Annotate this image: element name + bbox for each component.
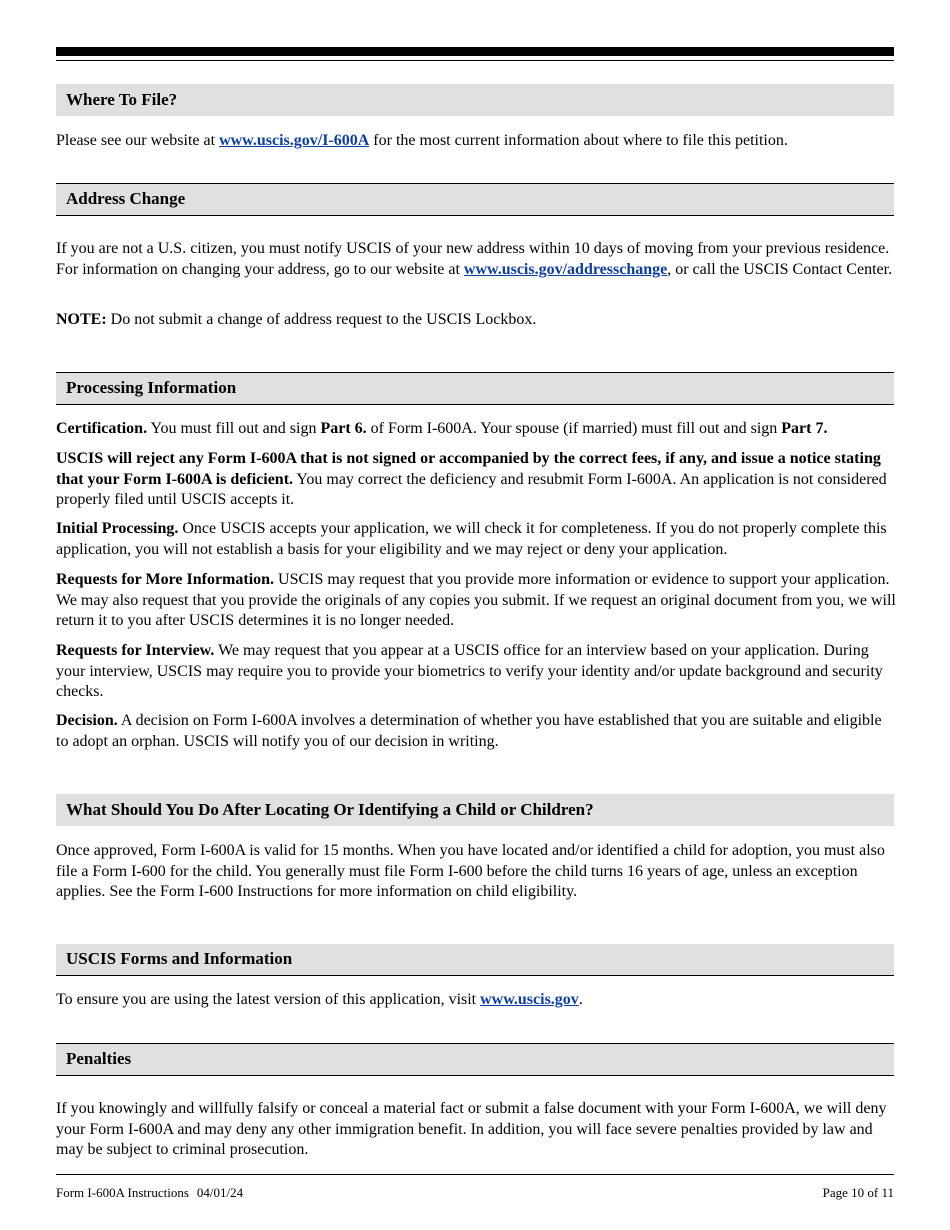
- certification-label: Certification.: [56, 420, 148, 437]
- text: Do not submit a change of address request to the USCIS Lockbox.: [106, 311, 537, 328]
- uscis-gov-link[interactable]: www.uscis.gov: [480, 991, 579, 1008]
- decision-label: Decision.: [56, 712, 118, 729]
- section-title: Address Change: [66, 189, 186, 209]
- top-thick-rule: [56, 47, 894, 56]
- section-title: Processing Information: [66, 378, 237, 398]
- footer-form-name: Form I-600A Instructions: [56, 1185, 189, 1200]
- footer-rule: [56, 1174, 894, 1175]
- text: USCIS may request that you provide more information or evidence to support your application. We may also request that you provide the originals of any copies you submit. If we request an original document from you, we will return it to you after USCIS determines it is no longer needed.: [56, 571, 896, 629]
- footer-page-number: Page 10 of 11: [822, 1185, 894, 1200]
- text: of Form I-600A. Your spouse (if married) must fill out and sign: [366, 420, 782, 437]
- section-header-where-to-file: [56, 84, 894, 116]
- where-to-file-paragraph: [56, 131, 896, 152]
- requests-interview-label: Requests for Interview.: [56, 642, 215, 659]
- section-title: Penalties: [66, 1049, 132, 1069]
- penalties-paragraph: If you knowingly and willfully falsify or conceal a material fact or submit a false document with your Form I-600A, we will deny your Form I-600A and may deny any other immigration benefit. In addition, you will face severe penalties provided by law and may be subject to criminal prosecution.: [56, 1100, 887, 1158]
- section-header-penalties: [56, 1043, 894, 1076]
- text: You must fill out and sign: [147, 420, 321, 437]
- after-locating-paragraph: Once approved, Form I-600A is valid for 15 months. When you have located and/or identified a child for adoption, you must also file a Form I-600 for the child. You generally must file Form I-600 before the child turns 16 years of age, unless an exception applies. See the Form I-600 Instructions for more information on child eligibility.: [56, 842, 885, 900]
- requests-interview-paragraph: [56, 641, 896, 703]
- decision-paragraph: [56, 711, 896, 752]
- text: for the most current information about where to file this petition.: [369, 132, 788, 149]
- initial-processing-paragraph: [56, 519, 896, 560]
- note-paragraph: [56, 310, 896, 331]
- section-title: USCIS Forms and Information: [66, 949, 293, 969]
- section-title: Where To File?: [66, 89, 178, 109]
- footer-date: 04/01/24: [196, 1185, 244, 1200]
- section-title: What Should You Do After Locating Or Identifying a Child or Children?: [66, 799, 594, 819]
- top-thin-rule: [56, 60, 894, 61]
- text: We may request that you appear at a USCIS office for an interview based on your application. During your interview, USCIS may require you to provide your biometrics to verify your identity and/or update background and security checks.: [56, 642, 883, 700]
- reject-bold-text: USCIS will reject any Form I-600A that is not signed or accompanied by the correct fees, if any, and issue a notice stating that your Form I-600A is deficient.: [56, 450, 881, 488]
- initial-processing-label: Initial Processing.: [56, 520, 179, 537]
- text: Once USCIS accepts your application, we will check it for completeness. If you do not properly complete this application, you will not establish a basis for your eligibility and we may reject or deny your application.: [56, 520, 887, 558]
- requests-more-info-paragraph: [56, 570, 896, 632]
- section-header-address-change: [56, 183, 894, 216]
- text: A decision on Form I-600A involves a determination of whether you have established that you are suitable and eligible to adopt an orphan. USCIS will notify you of our decision in writing.: [56, 712, 882, 750]
- address-change-link[interactable]: www.uscis.gov/addresschange: [463, 260, 668, 278]
- uscis-forms-paragraph: [56, 990, 896, 1011]
- text: You may correct the deficiency and resubmit Form I-600A. An application is not considered properly filed until USCIS accepts it.: [56, 470, 887, 508]
- section-header-processing-information: [56, 372, 894, 405]
- requests-more-info-label: Requests for More Information.: [56, 571, 275, 588]
- footer-form-id: [56, 1183, 243, 1204]
- note-label: NOTE:: [56, 311, 107, 328]
- uscis-i600a-link[interactable]: www.uscis.gov/I-600A: [219, 132, 370, 149]
- part-7-label: Part 7.: [781, 420, 828, 437]
- part-6-label: Part 6.: [320, 420, 367, 437]
- section-header-uscis-forms: [56, 944, 894, 976]
- certification-paragraph: [56, 419, 896, 440]
- text: To ensure you are using the latest version of this application, visit: [56, 991, 481, 1008]
- text: If you are not a U.S. citizen, you must notify USCIS of your new address within 10 days of moving from your previous residence. For information on changing your address, go to our website at: [56, 240, 890, 278]
- reject-paragraph: [56, 449, 896, 511]
- text: Please see our website at: [56, 132, 220, 149]
- section-header-after-locating-child: [56, 794, 894, 826]
- text: .: [578, 991, 583, 1008]
- address-change-paragraph: [56, 239, 896, 280]
- text: , or call the USCIS Contact Center.: [667, 260, 893, 278]
